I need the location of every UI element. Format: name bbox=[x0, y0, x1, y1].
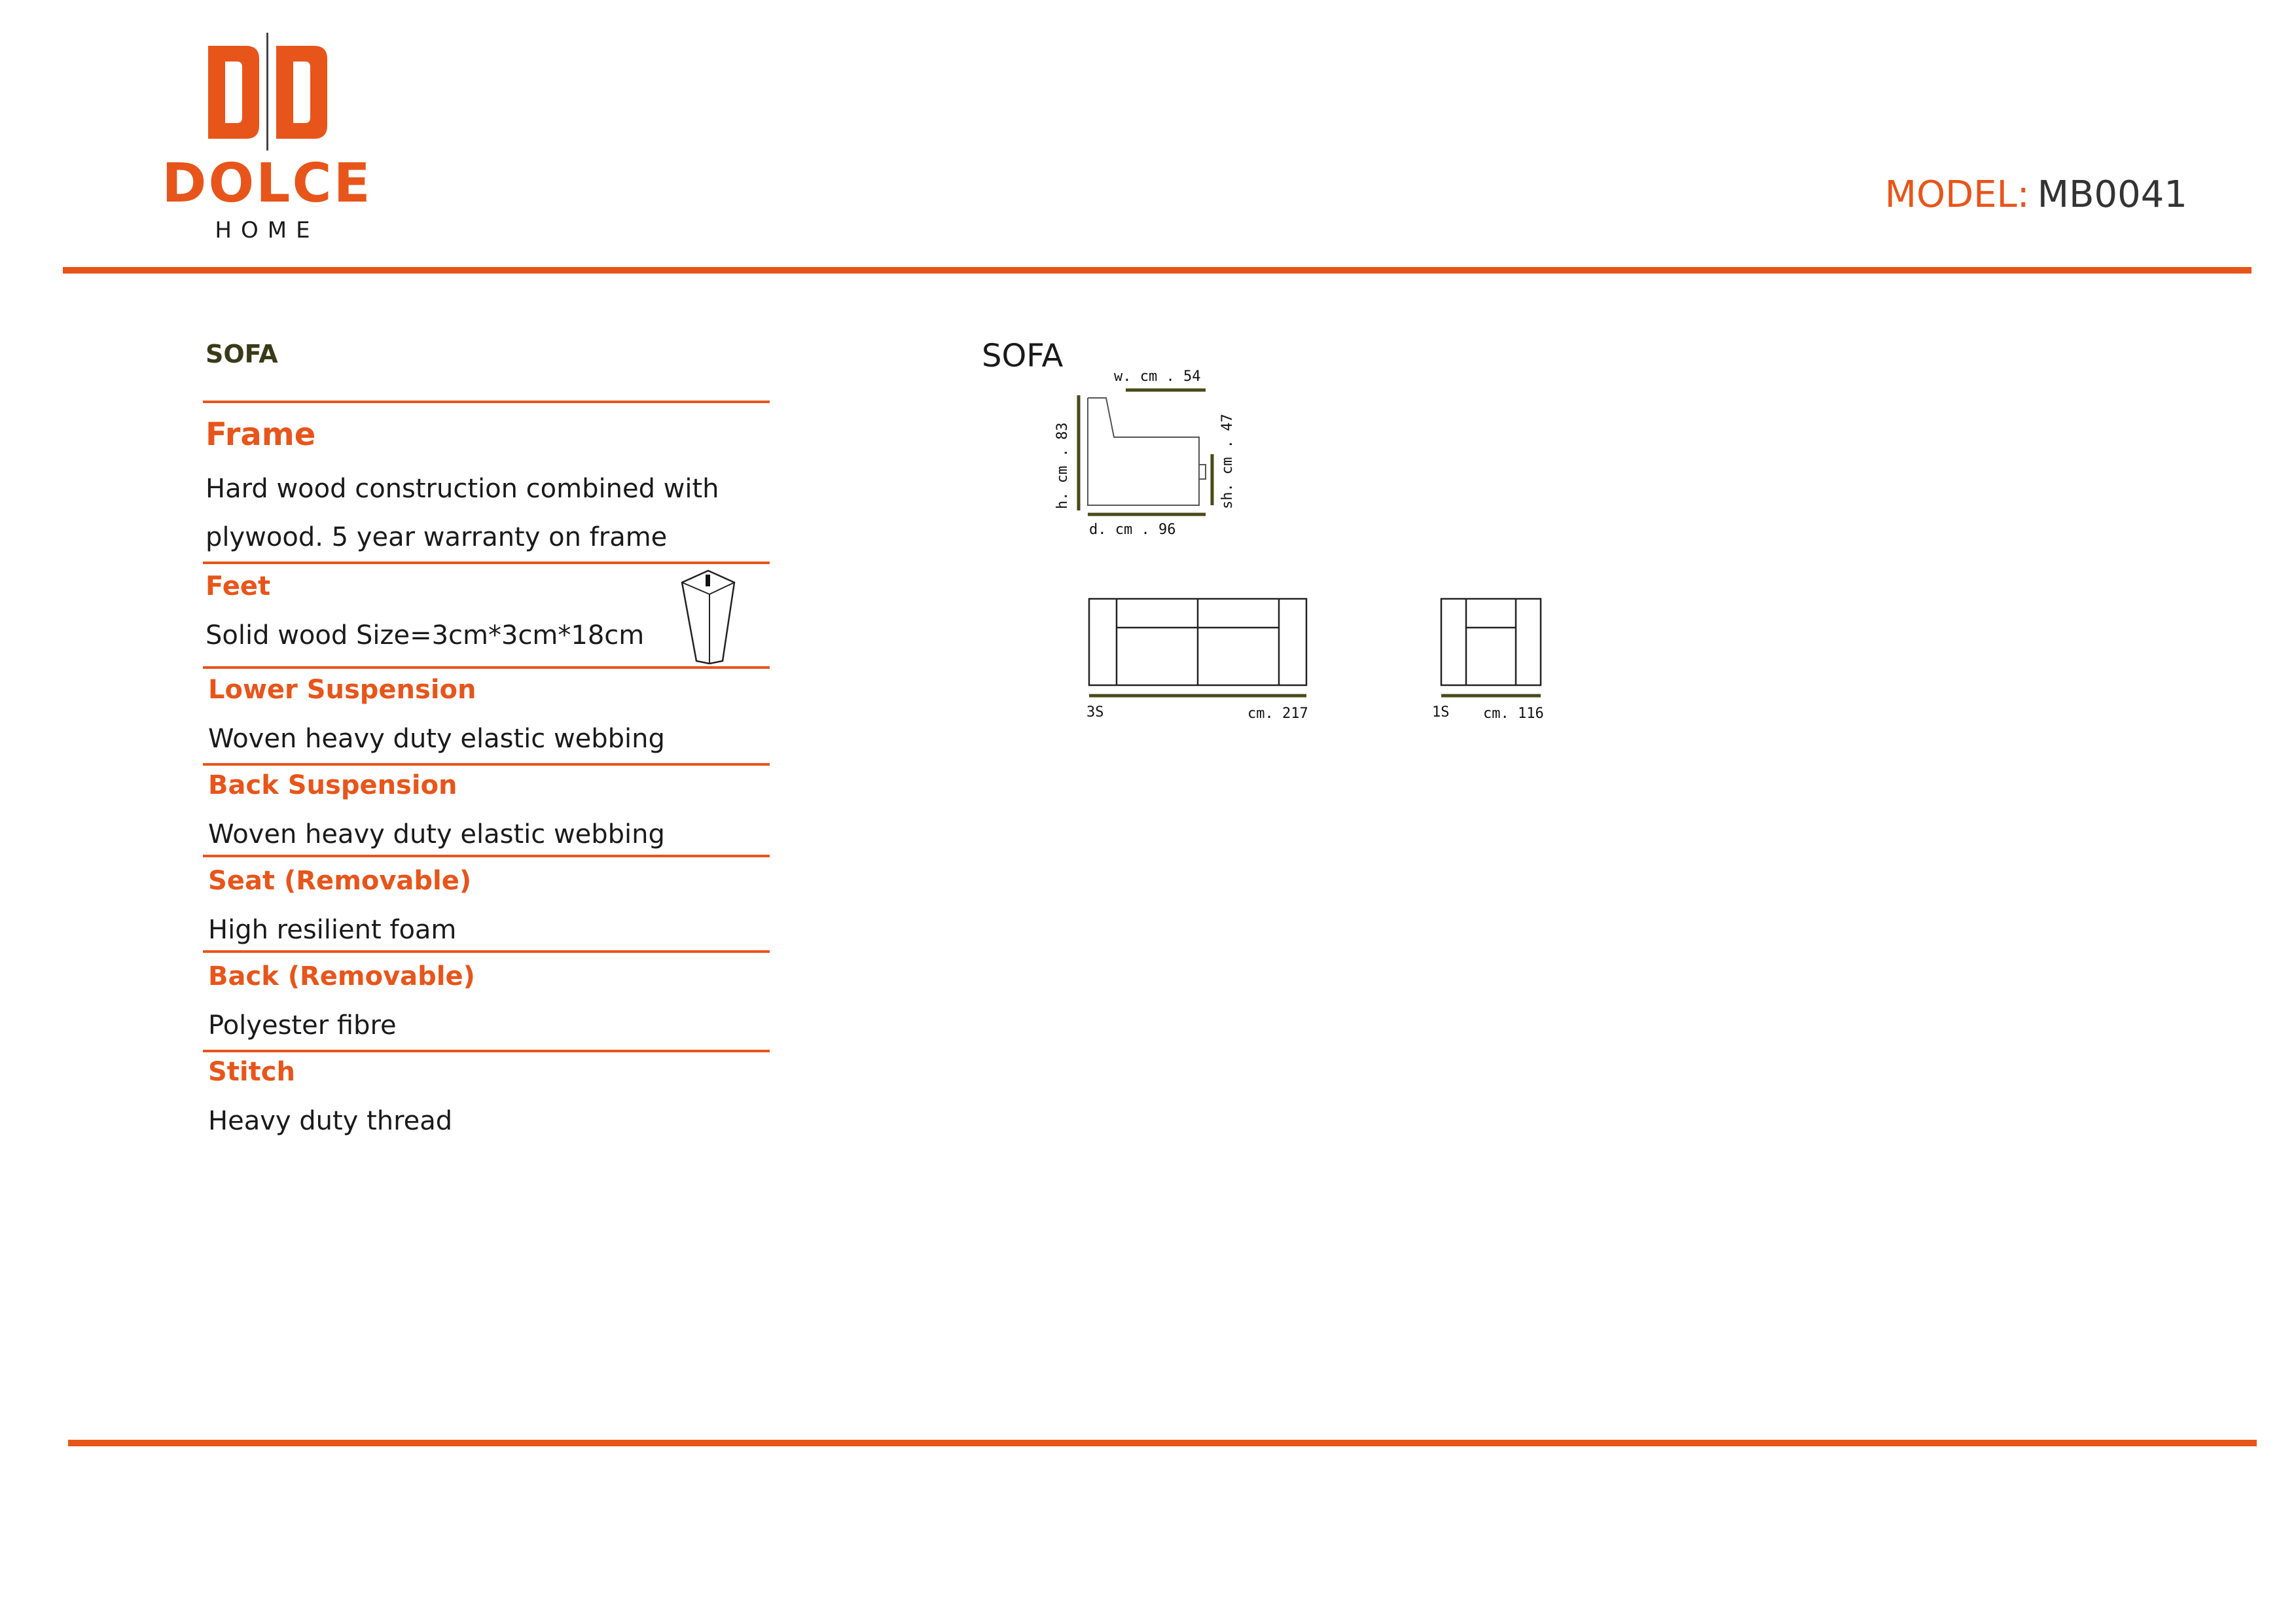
spec-divider bbox=[203, 666, 770, 669]
spec-divider bbox=[203, 950, 770, 953]
spec-heading-frame: Frame bbox=[206, 416, 316, 453]
spec-text-seat: High resilient foam bbox=[208, 915, 457, 945]
spec-text-frame-1: Hard wood construction combined with bbox=[206, 474, 719, 504]
dim-height: h. cm . 83 bbox=[1054, 422, 1071, 509]
brand-subtitle: HOME bbox=[215, 217, 319, 243]
plan-1s-code: 1S bbox=[1432, 704, 1450, 721]
spec-heading-stitch: Stitch bbox=[208, 1057, 295, 1087]
spec-heading-lower-suspension: Lower Suspension bbox=[208, 675, 476, 705]
drawing-title: SOFA bbox=[982, 338, 1064, 374]
spec-heading-back-suspension: Back Suspension bbox=[208, 770, 457, 800]
spec-text-lower-suspension: Woven heavy duty elastic webbing bbox=[208, 724, 665, 754]
model-number bbox=[1884, 173, 2187, 216]
header-divider bbox=[63, 267, 2251, 274]
spec-text-back-suspension: Woven heavy duty elastic webbing bbox=[208, 819, 665, 849]
spec-divider bbox=[203, 855, 770, 857]
dim-depth: d. cm . 96 bbox=[1089, 522, 1176, 538]
model-value: MB0041 bbox=[2037, 173, 2187, 216]
spec-title: SOFA bbox=[206, 340, 278, 368]
spec-text-back: Polyester fibre bbox=[208, 1010, 397, 1041]
plan-3s-code: 3S bbox=[1086, 704, 1104, 721]
dim-width: w. cm . 54 bbox=[1114, 368, 1201, 385]
sofa-3s-plan bbox=[1080, 592, 1316, 730]
spec-text-stitch: Heavy duty thread bbox=[208, 1106, 453, 1136]
spec-text-frame-2: plywood. 5 year warranty on frame bbox=[206, 522, 668, 552]
footer-divider bbox=[68, 1440, 2257, 1446]
spec-divider bbox=[203, 401, 770, 403]
model-label: MODEL: bbox=[1884, 173, 2030, 216]
dim-seat-height: sh. cm . 47 bbox=[1219, 414, 1236, 509]
spec-divider bbox=[203, 763, 770, 766]
spec-heading-feet: Feet bbox=[206, 571, 271, 601]
spec-heading-seat: Seat (Removable) bbox=[208, 866, 472, 896]
plan-3s-size: cm. 217 bbox=[1247, 705, 1308, 722]
sofa-foot-icon bbox=[681, 569, 736, 664]
spec-heading-back: Back (Removable) bbox=[208, 961, 475, 991]
spec-text-feet: Solid wood Size=3cm*3cm*18cm bbox=[206, 620, 645, 651]
spec-divider bbox=[203, 562, 770, 564]
plan-1s-size: cm. 116 bbox=[1483, 705, 1544, 722]
brand-name: DOLCE bbox=[162, 152, 372, 215]
sofa-1s-plan bbox=[1427, 592, 1558, 730]
spec-divider bbox=[203, 1050, 770, 1052]
sofa-side-view bbox=[1041, 366, 1263, 556]
dolce-logo-mark bbox=[208, 33, 327, 151]
